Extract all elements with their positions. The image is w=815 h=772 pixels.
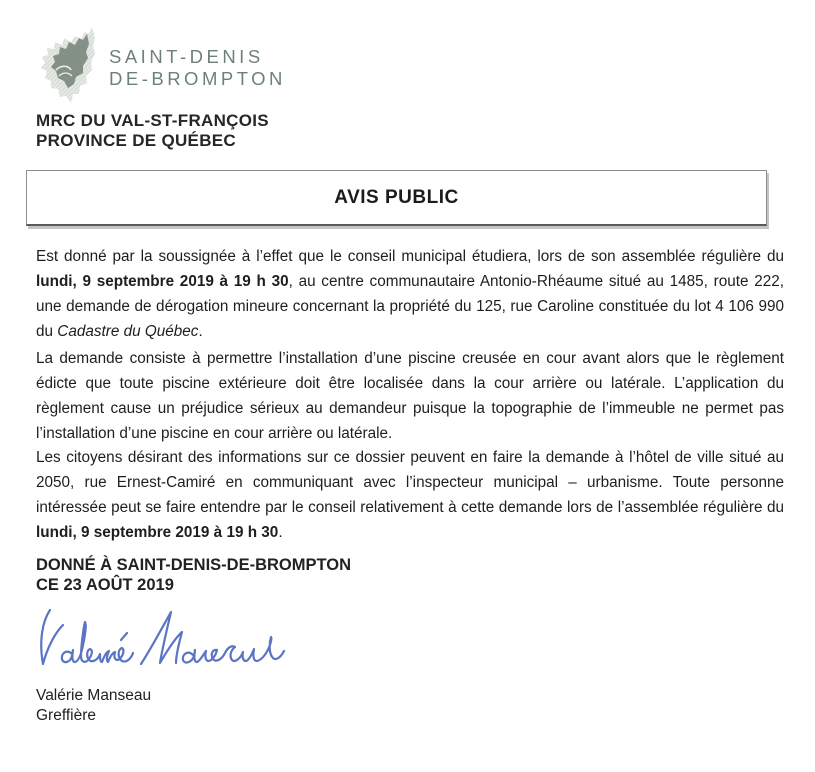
mrc-line: MRC DU VAL-ST-FRANÇOIS <box>36 111 269 130</box>
signature-stroke-m <box>141 612 182 664</box>
logo-wordmark-line1: SAINT-DENIS <box>109 46 264 67</box>
text-run: La demande consiste à permettre l’installation d’une piscine creusée en cour avant alors que le règlement édicte que toute piscine extérieure doit être localisée dans la cour arrière ou latérale. L’application du règlement cause un préjudice sérieux au demandeur puisque la topographie de l’immeuble ne permet pas l’installation d’une piscine en cour arrière ou latérale. <box>36 350 784 442</box>
dateline-block <box>36 556 351 595</box>
paragraph-citizen-information <box>36 445 784 545</box>
province-line: PROVINCE DE QUÉBEC <box>36 131 236 150</box>
handwritten-signature <box>28 604 320 672</box>
text-run: Les citoyens désirant des informations sur ce dossier peuvent en faire la demande à l’hôtel de ville situé au 2050, rue Ernest-Camiré en communiquant avec l’inspecteur municipal – urbanisme. Toute personne intéressée peut se faire entendre par le conseil relativement à cette demande lors de l’assemblée régulière du <box>36 449 784 516</box>
dateline-date: CE 23 AOÛT 2019 <box>36 575 174 594</box>
notice-title-box <box>26 170 767 226</box>
dateline-place: DONNÉ À SAINT-DENIS-DE-BROMPTON <box>36 556 352 574</box>
signer-title: Greffière <box>36 707 97 724</box>
text-run: , au centre communautaire Antonio-Rhéaume situé au 1485, route 222, une demande de dérogation mineure concernant la propriété du 125, rue Caroline constituée du lot 4 106 990 du <box>36 273 784 340</box>
signature-stroke-v <box>41 610 63 664</box>
municipality-map-logo-icon <box>37 26 106 105</box>
logo-wordmark <box>109 46 286 90</box>
jurisdiction-block <box>36 111 269 151</box>
logo-wordmark-line2: DE-BROMPTON <box>109 68 286 89</box>
text-run: . <box>278 524 283 541</box>
notice-title: AVIS PUBLIC <box>334 186 459 208</box>
signer-block <box>36 686 151 726</box>
signature-stroke-alerie <box>62 622 133 662</box>
signature-stroke-anseau <box>183 637 284 663</box>
text-run: . <box>198 323 203 340</box>
text-run: Est donné par la soussignée à l’effet que le conseil municipal étudiera, lors de son assemblée régulière du <box>36 248 784 265</box>
text-run-italic-cadastre: Cadastre du Québec <box>57 323 199 340</box>
signer-name: Valérie Manseau <box>36 687 152 704</box>
text-run-bold-date: lundi, 9 septembre 2019 à 19 h 30 <box>36 273 289 290</box>
text-run-bold-date: lundi, 9 septembre 2019 à 19 h 30 <box>36 524 279 541</box>
paragraph-request-details <box>36 346 784 446</box>
signature-stroke-accent <box>121 633 127 640</box>
paragraph-hearing-notice <box>36 244 784 344</box>
